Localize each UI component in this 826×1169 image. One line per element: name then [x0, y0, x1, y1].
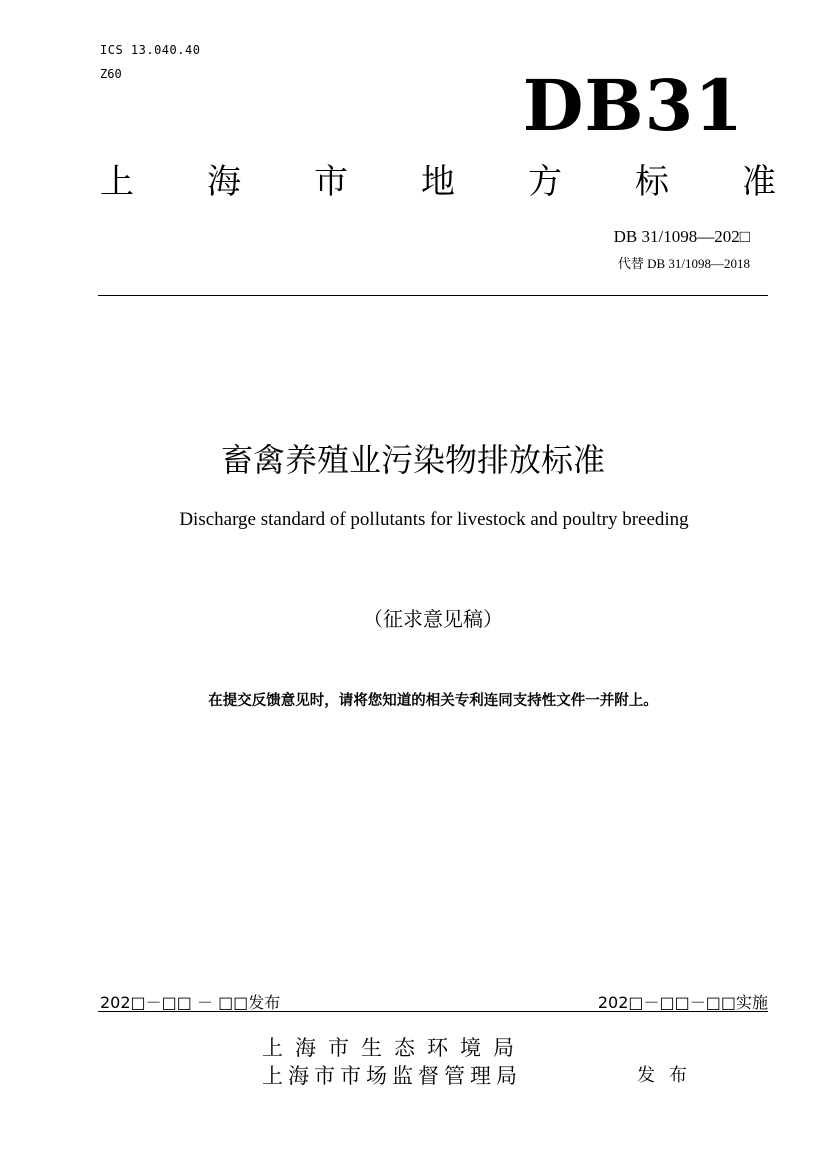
patent-notice: 在提交反馈意见时，请将您知道的相关专利连同支持性文件一并附上。	[208, 693, 658, 709]
publish-date: 202□－□□ － □□发布	[100, 993, 281, 1012]
standard-number: DB 31/1098—202□	[613, 227, 750, 246]
standard-type-char: 方	[528, 162, 562, 202]
standard-type-char: 标	[635, 162, 669, 202]
draft-stage: （征求意见稿）	[363, 607, 503, 631]
db31-logo: DB31	[522, 64, 744, 147]
classification-code: Z60	[100, 67, 122, 81]
header-divider	[98, 295, 768, 296]
implement-date: 202□－□□－□□实施	[597, 993, 768, 1012]
standard-type-char: 准	[742, 162, 776, 202]
title-chinese: 畜禽养殖业污染物排放标准	[220, 441, 605, 479]
issuer-market-bureau: 上海市市场监督管理局	[262, 1064, 522, 1088]
issuer-environment-bureau: 上海市生态环境局	[262, 1036, 526, 1060]
standard-type-char: 海	[207, 162, 241, 202]
standard-type-char: 市	[314, 162, 348, 202]
standard-type-char: 上	[100, 162, 134, 202]
footer-divider	[98, 1011, 768, 1012]
ics-code: ICS 13.040.40	[100, 43, 201, 57]
replaces-standard: 代替 DB 31/1098—2018	[617, 256, 750, 271]
standard-type	[100, 160, 776, 204]
title-english: Discharge standard of pollutants for livestock and poultry breeding	[179, 509, 689, 530]
standard-type-char: 地	[421, 162, 455, 202]
issue-label: 发布	[637, 1065, 701, 1086]
